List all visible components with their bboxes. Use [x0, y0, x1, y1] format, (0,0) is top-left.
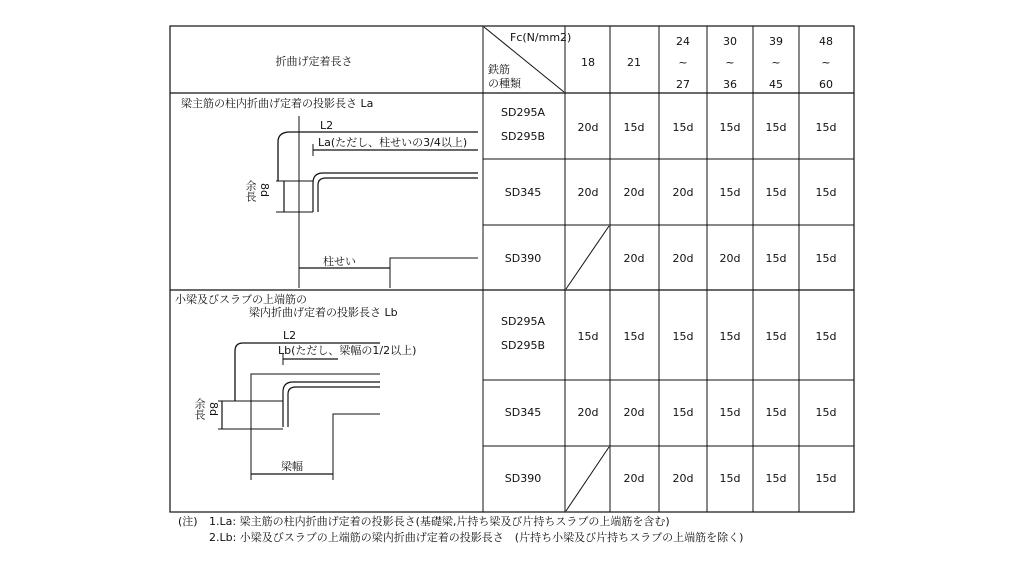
anchorage-length-cell: 15d — [815, 472, 837, 485]
diagram-b-extra-label: 余長 — [193, 398, 206, 420]
anchorage-length-cell: 15d — [719, 406, 741, 419]
anchorage-length-cell: 15d — [719, 330, 741, 343]
anchorage-length-cell: 20d — [672, 472, 694, 485]
anchorage-length-cell: 15d — [672, 406, 694, 419]
anchorage-length-cell: 20d — [577, 186, 599, 199]
header-title: 折曲げ定着長さ — [275, 55, 353, 68]
bent-bar-outer — [283, 382, 380, 427]
rebar-label-2: の種類 — [488, 77, 521, 90]
diagram-b-beam-width-label: 梁幅 — [281, 460, 303, 473]
fc-header-range-mark: ~ — [725, 56, 735, 69]
anchorage-length-cell: 15d — [577, 330, 599, 343]
anchorage-length-cell: 20d — [577, 121, 599, 134]
fc-header-bottom: 45 — [769, 78, 783, 91]
diagram-a-column-depth-label: 柱せい — [323, 255, 356, 268]
fc-header-range-mark: ~ — [771, 56, 781, 69]
diagram-a-extra-value: 8d — [258, 183, 271, 197]
fc-header-value: 18 — [581, 56, 595, 69]
anchorage-length-cell: 15d — [815, 121, 837, 134]
anchorage-length-cell: 20d — [623, 186, 645, 199]
rebar-grade-label: SD345 — [504, 186, 542, 199]
anchorage-length-cell: 15d — [623, 121, 645, 134]
anchorage-length-cell: 20d — [672, 252, 694, 265]
anchorage-length-cell: 15d — [765, 121, 787, 134]
rebar-grade-label: SD295A — [501, 106, 545, 119]
anchorage-length-cell: 15d — [672, 121, 694, 134]
anchorage-length-cell: 20d — [719, 252, 741, 265]
fc-header-bottom: 36 — [723, 78, 737, 91]
diagram-b-lb-label: Lb(ただし、梁幅の1/2以上) — [278, 344, 417, 357]
anchorage-length-cell: 20d — [623, 252, 645, 265]
rebar-grade-label: SD295B — [501, 130, 545, 143]
diagram-a-la-label: La(ただし、柱せいの3/4以上) — [318, 136, 468, 149]
anchorage-length-cell: 15d — [765, 330, 787, 343]
beam-outline-bottom — [333, 414, 380, 470]
anchorage-length-cell: 15d — [815, 406, 837, 419]
anchorage-length-cell: 15d — [672, 330, 694, 343]
fc-label: Fc(N/mm2) — [510, 31, 572, 44]
anchorage-length-cell: 15d — [765, 186, 787, 199]
anchorage-length-cell: 15d — [719, 186, 741, 199]
diagram-b-extra-value: 8d — [207, 402, 220, 416]
section-b-title-1: 小梁及びスラブの上端筋の — [175, 293, 307, 306]
bent-bar-inner — [288, 387, 380, 427]
anchorage-length-cell: 15d — [623, 330, 645, 343]
rebar-grade-label: SD295A — [501, 315, 545, 328]
anchorage-length-cell: 15d — [815, 330, 837, 343]
anchorage-length-cell: 15d — [719, 472, 741, 485]
diagram-a-l2-label: L2 — [320, 119, 334, 132]
anchorage-length-cell: 15d — [815, 186, 837, 199]
anchorage-length-cell: 20d — [623, 472, 645, 485]
section-a-title: 梁主筋の柱内折曲げ定着の投影長さ La — [181, 97, 374, 110]
fc-header-bottom: 27 — [676, 78, 690, 91]
column-outline — [390, 258, 478, 288]
bent-bar-inner — [318, 178, 478, 212]
rebar-grade-label: SD390 — [504, 472, 542, 485]
rebar-grade-label: SD345 — [504, 406, 542, 419]
na-diagonal — [566, 447, 609, 511]
fc-header-top: 30 — [723, 35, 737, 48]
anchorage-length-cell: 15d — [765, 472, 787, 485]
diagram-a-extra-label: 余長 — [244, 180, 257, 202]
note-1: 1.La: 梁主筋の柱内折曲げ定着の投影長さ(基礎梁,片持ち梁及び片持ちスラブの上端筋を含む) — [209, 515, 670, 528]
anchorage-length-cell: 15d — [765, 406, 787, 419]
fc-header-top: 39 — [769, 35, 783, 48]
anchorage-length-cell: 15d — [765, 252, 787, 265]
bent-bar-outer — [313, 173, 478, 212]
rebar-grade-label: SD390 — [504, 252, 542, 265]
fc-header-value: 21 — [627, 56, 641, 69]
anchorage-length-cell: 15d — [719, 121, 741, 134]
section-b-title-2: 梁内折曲げ定着の投影長さ Lb — [249, 306, 398, 319]
anchorage-length-cell: 20d — [623, 406, 645, 419]
anchorage-length-cell: 15d — [815, 252, 837, 265]
rebar-label-1: 鉄筋 — [488, 63, 510, 76]
rebar-grade-label: SD295B — [501, 339, 545, 352]
beam-outline-top — [251, 374, 380, 470]
note-2: 2.Lb: 小梁及びスラブの上端筋の梁内折曲げ定着の投影長さ (片持ち小梁及び片持ちスラブの上端筋を除く) — [209, 531, 744, 544]
na-diagonal — [566, 226, 609, 289]
anchorage-length-cell: 20d — [577, 406, 599, 419]
diagram-b-l2-label: L2 — [283, 329, 297, 342]
fc-header-range-mark: ~ — [821, 56, 831, 69]
fc-header-range-mark: ~ — [678, 56, 688, 69]
fc-header-bottom: 60 — [819, 78, 833, 91]
anchorage-length-cell: 20d — [672, 186, 694, 199]
fc-header-top: 24 — [676, 35, 690, 48]
fc-header-top: 48 — [819, 35, 833, 48]
notes-prefix: (注) — [178, 515, 198, 528]
